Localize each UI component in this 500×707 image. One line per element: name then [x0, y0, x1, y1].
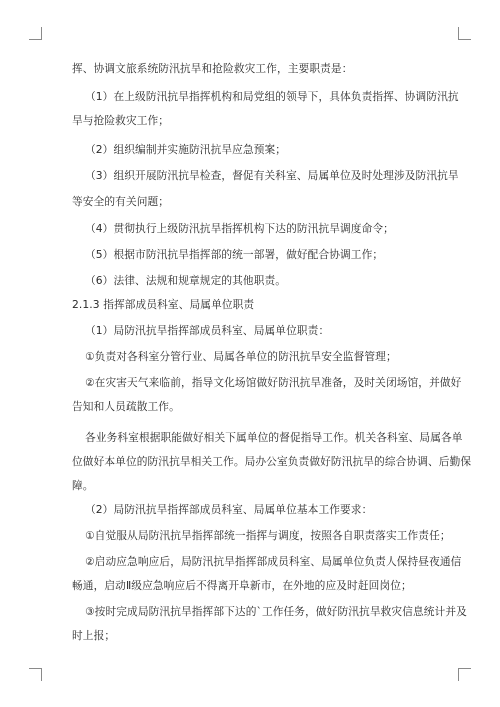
crop-mark-top-right [458, 27, 471, 40]
text-line: （2）局防汛抗旱指挥部成员科室、局属单位基本工作要求： [85, 503, 373, 516]
text-line: （1）局防汛抗旱指挥部成员科室、局属单位职责： [85, 324, 330, 337]
text-line: 告知和人员疏散工作。 [72, 400, 180, 413]
text-line: （4）贯彻执行上级防汛抗旱指挥机构下达的防汛抗旱调度命令； [85, 222, 394, 235]
text-line: （3）组织开展防汛抗旱检查，督促有关科室、局属单位及时处理涉及防汛抗旱 [85, 169, 459, 182]
text-line: 挥、协调文旅系统防汛抗旱和抢险救灾工作，主要职责是： [72, 62, 353, 75]
text-line: ③按时完成局防汛抗旱指挥部下达的`工作任务，做好防汛抗旱救灾信息统计并及 [85, 605, 467, 618]
section-heading: 2.1.3 指挥部成员科室、局属单位职责 [72, 298, 255, 311]
crop-mark-bottom-left [29, 668, 42, 681]
text-line: （6）法律、法规和规章规定的其他职责。 [85, 274, 287, 287]
text-line: （2）组织编制并实施防汛抗旱应急预案； [85, 143, 287, 156]
text-line: （5）根据市防汛抗旱指挥部的统一部署，做好配合协调工作； [85, 248, 384, 261]
text-line: 时上报； [72, 629, 116, 642]
text-line: 等安全的有关问题； [72, 195, 170, 208]
text-line: 各业务科室根据职能做好相关下属单位的督促指导工作。机关各科室、局属各单 [85, 431, 463, 444]
text-line: ②在灾害天气来临前，指导文化场馆做好防汛抗旱准备，及时关闭场馆，并做好 [85, 376, 462, 389]
text-line: ①自觉服从局防汛抗旱指挥部统一指挥与调度，按照各自职责落实工作责任； [85, 529, 451, 542]
text-line: ①负责对各科室分管行业、局属各单位的防汛抗旱安全监督管理； [85, 350, 397, 363]
text-line: 畅通，启动Ⅱ级应急响应后不得离开阜新市，在外地的应及时赶回岗位； [72, 579, 412, 592]
text-line: （1）在上级防汛抗旱指挥机构和局党组的领导下，具体负责指挥、协调防汛抗 [85, 90, 459, 103]
crop-mark-bottom-right [458, 668, 471, 681]
text-line: 位做好本单位的防汛抗旱相关工作。局办公室负责做好防汛抗旱的综合协调、后勤保 [72, 455, 472, 468]
text-line: ②启动应急响应后，局防汛抗旱指挥部成员科室、局属单位负责人保持昼夜通信 [85, 555, 462, 568]
text-line: 障。 [72, 479, 94, 492]
crop-mark-top-left [29, 27, 42, 40]
text-line: 旱与抢险救灾工作； [72, 114, 170, 127]
